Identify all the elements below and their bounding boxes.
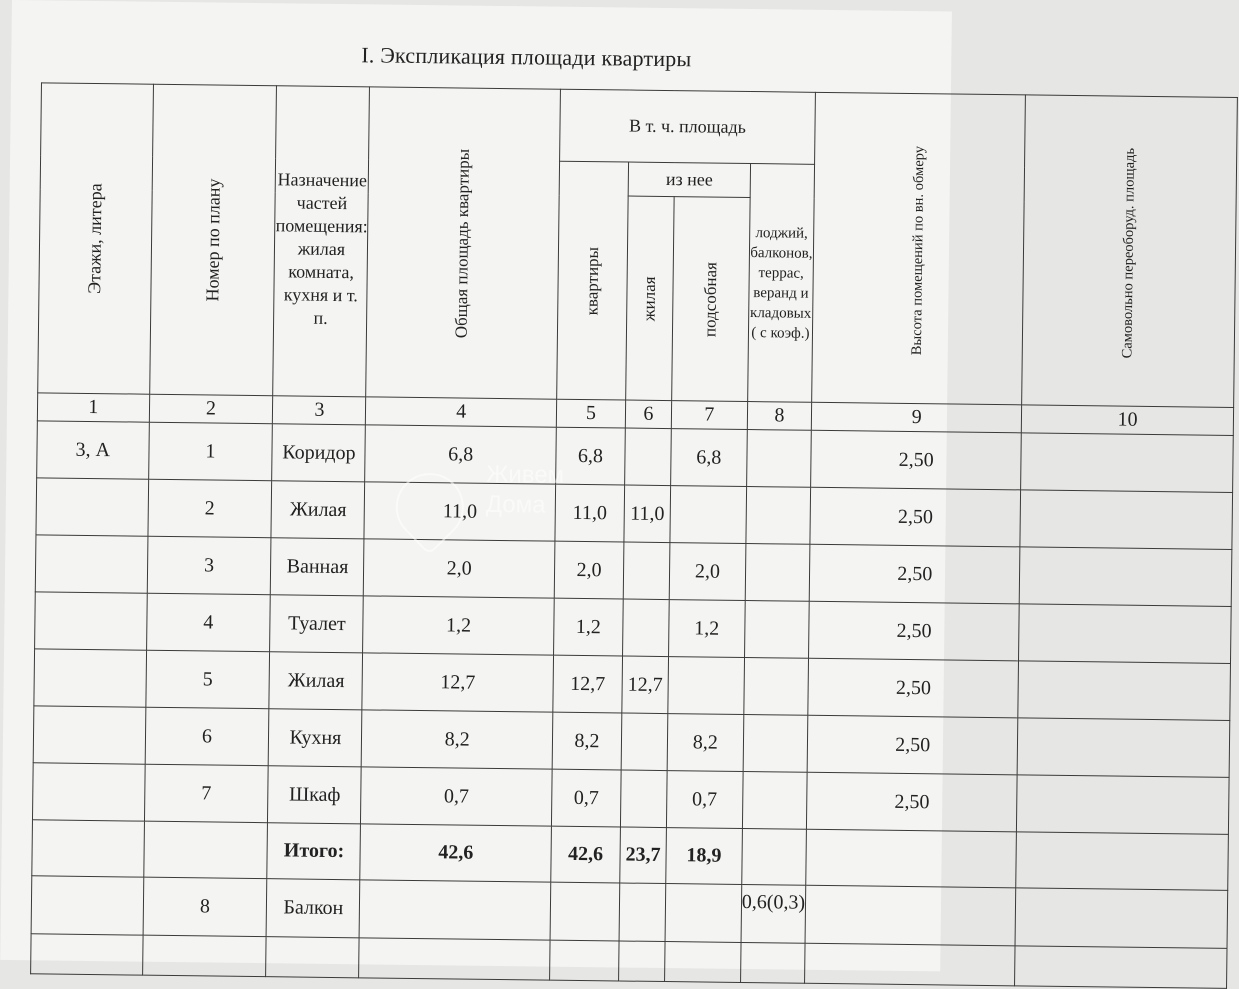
cell-loggia	[745, 544, 810, 602]
col-number: 6	[625, 400, 671, 429]
cell-unauth	[1021, 433, 1233, 493]
cell-total: 6,8	[365, 425, 556, 484]
cell-loggia	[742, 771, 807, 829]
cell-unauth	[1019, 604, 1231, 664]
cell-living	[621, 713, 667, 771]
cell-unauth	[1018, 661, 1230, 721]
col-number: 8	[747, 402, 812, 431]
cell-no: 6	[145, 707, 270, 766]
cell-apt: 1,2	[553, 598, 623, 656]
cell-floor	[35, 592, 147, 650]
cell-height	[806, 829, 1017, 888]
cell-unauth	[1020, 490, 1232, 550]
cell-name: Жилая	[271, 481, 365, 539]
cell-aux: 2,0	[669, 543, 746, 601]
cell-no	[143, 821, 268, 879]
cell-floor	[32, 763, 144, 821]
header-total-area: Общая площадь квартиры	[366, 87, 560, 399]
col-number: 10	[1022, 405, 1234, 436]
cell-no: 2	[147, 479, 272, 538]
cell-height: 2,50	[809, 601, 1020, 661]
col-number: 3	[273, 396, 366, 425]
header-incl-area: В т. ч. площадь	[559, 89, 815, 164]
balcony-name: Балкон	[266, 879, 360, 938]
cell-floor	[35, 535, 147, 593]
cell-total: 2,0	[364, 539, 555, 598]
cell-floor	[33, 706, 145, 764]
cell-height: 2,50	[810, 487, 1021, 547]
cell-living: 12,7	[622, 656, 668, 714]
cell-apt: 2,0	[554, 541, 624, 599]
cell-aux: 8,2	[667, 714, 744, 772]
cell-unauth	[1017, 718, 1229, 778]
cell-apt: 6,8	[555, 427, 625, 485]
cell-height: 2,50	[808, 658, 1019, 718]
cell-unauth	[1016, 832, 1228, 891]
cell-floor	[36, 478, 148, 536]
cell-floor: 3, А	[37, 421, 149, 479]
cell-aux	[668, 657, 745, 715]
col-number: 5	[556, 399, 626, 428]
cell-floor	[34, 649, 146, 707]
col-number: 2	[149, 394, 273, 424]
total-label: Итого:	[267, 823, 361, 880]
cell-loggia	[746, 430, 811, 488]
cell-apt: 0,7	[551, 769, 621, 827]
header-row-1	[41, 83, 1238, 170]
explication-table	[30, 82, 1238, 989]
cell-total: 11,0	[364, 482, 555, 541]
cell-apt: 11,0	[555, 484, 625, 542]
cell-total: 8,2	[362, 710, 553, 769]
cell-loggia	[743, 714, 808, 772]
header-auxiliary: подсобная	[672, 197, 750, 402]
cell-total	[360, 880, 551, 940]
cell-total: 12,7	[362, 653, 553, 712]
total-living: 23,7	[620, 827, 666, 884]
header-height: Высота помещений по вн. обмеру	[812, 92, 1026, 405]
col-number: 4	[366, 397, 557, 427]
cell-total: 0,7	[361, 767, 552, 826]
header-apartment: квартиры	[556, 161, 628, 400]
header-purpose: Назначение частей помещения: жилая комната, кухня и т. п.	[273, 86, 370, 397]
document-title: I. Экспликация площади квартиры	[361, 42, 692, 72]
header-living: жилая	[626, 196, 674, 401]
cell-no: 7	[144, 764, 269, 823]
total-aux: 18,9	[666, 828, 743, 885]
cell-aux: 6,8	[670, 429, 747, 487]
cell-name: Ванная	[271, 538, 365, 596]
cell-loggia	[744, 657, 809, 715]
header-unauthorized: Самовольно переоборуд. площадь	[1022, 95, 1237, 408]
cell-living: 11,0	[624, 485, 670, 543]
cell-aux	[665, 884, 742, 943]
cell-unauth	[1017, 775, 1229, 835]
cell-name: Шкаф	[268, 766, 362, 824]
cell-loggia	[744, 601, 809, 659]
cell-name: Туалет	[270, 595, 364, 653]
cell-aux: 0,7	[666, 771, 743, 829]
cell-name: Кухня	[269, 709, 363, 767]
cell-height: 2,50	[807, 715, 1018, 775]
cell-height: 2,50	[807, 772, 1018, 832]
watermark-text: Живем Дома	[485, 460, 565, 519]
balcony-loggia: 0,6(0,3)	[741, 884, 806, 943]
header-floor: Этажи, литера	[38, 83, 153, 394]
cell-name: Жилая	[269, 652, 363, 710]
col-number: 7	[671, 401, 747, 430]
cell-apt: 8,2	[552, 712, 622, 770]
cell-floor	[31, 876, 143, 935]
cell-loggia	[746, 487, 811, 545]
cell-aux: 1,2	[668, 600, 745, 658]
cell-living	[623, 599, 669, 657]
cell-apt	[550, 882, 620, 941]
balcony-no: 8	[143, 877, 268, 937]
col-number: 1	[37, 393, 149, 422]
header-plan-no: Номер по плану	[149, 84, 277, 395]
col-number: 9	[811, 402, 1022, 433]
cell-no: 3	[147, 536, 272, 595]
cell-height: 2,50	[811, 430, 1022, 490]
cell-name: Коридор	[272, 424, 366, 482]
cell-total: 1,2	[363, 596, 554, 655]
cell-loggia	[742, 828, 807, 885]
cell-living	[619, 883, 665, 942]
cell-no: 1	[148, 422, 273, 481]
total-total: 42,6	[360, 824, 551, 882]
header-loggia: лоджий, балконов, террас, веранд и кладовых ( с коэф.)	[747, 164, 814, 403]
cell-unauth	[1015, 888, 1227, 949]
cell-no: 4	[146, 593, 271, 652]
total-apt: 42,6	[551, 826, 621, 883]
cell-floor	[32, 820, 144, 877]
cell-no: 5	[145, 650, 270, 709]
cell-living	[625, 428, 671, 486]
header-of-which: из нее	[628, 162, 750, 197]
cell-apt: 12,7	[553, 655, 623, 713]
cell-living	[621, 770, 667, 828]
cell-living	[623, 542, 669, 600]
cell-unauth	[1020, 547, 1232, 607]
cell-height: 2,50	[809, 544, 1020, 604]
cell-height	[805, 885, 1016, 946]
cell-aux	[670, 486, 747, 544]
